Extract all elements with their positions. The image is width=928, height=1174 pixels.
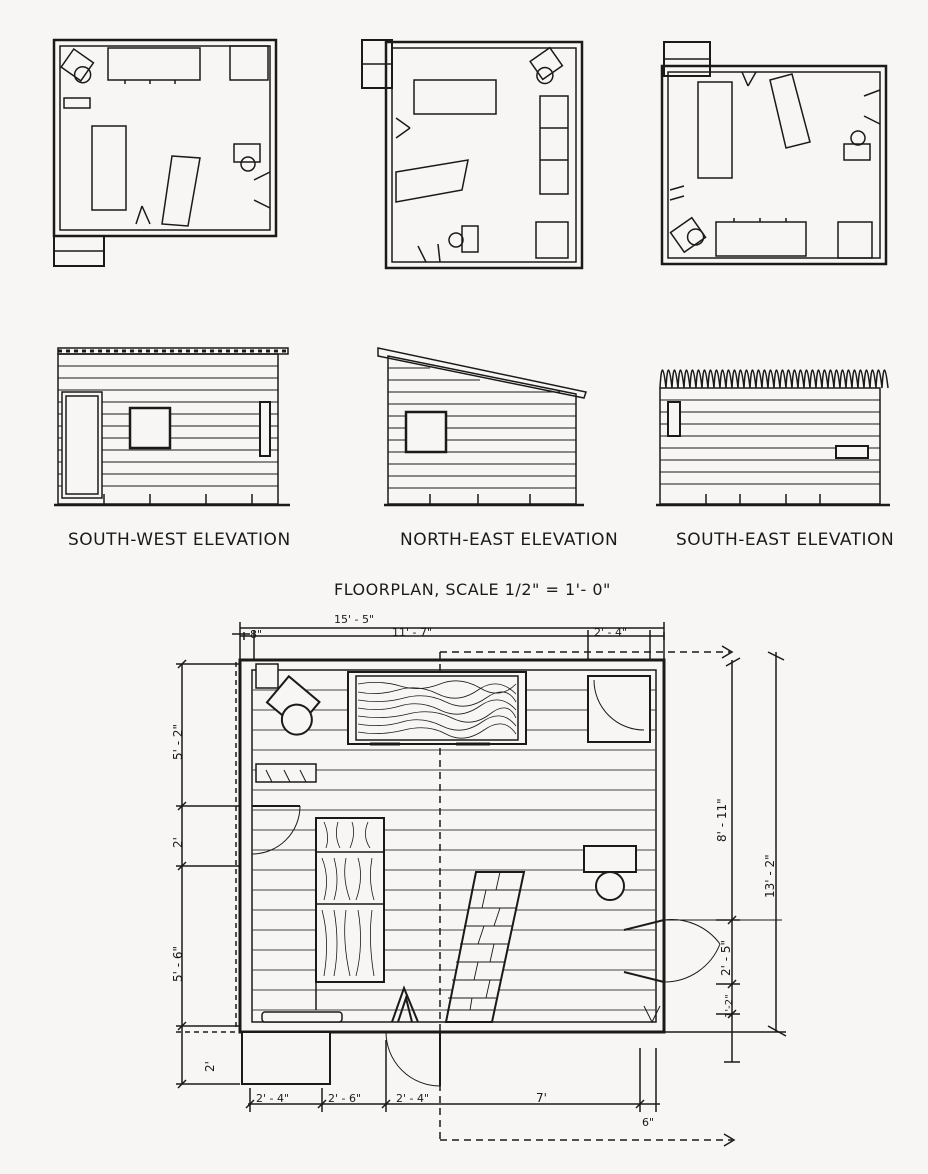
- plan-view-northeast: [362, 40, 582, 268]
- dim-overall-width: 15' - 5": [334, 613, 375, 626]
- floorplan: [176, 622, 786, 1146]
- label-north-east-elevation: NORTH-EAST ELEVATION: [400, 530, 619, 550]
- elevation-southeast: [656, 370, 890, 505]
- dim-left-lower: 5' - 6": [171, 945, 185, 982]
- dim-inner-width: 11' - 7": [392, 626, 433, 639]
- plan-view-southwest: [54, 40, 276, 266]
- dim-right-door: 2' - 5": [719, 939, 733, 976]
- dim-right-inner: 8' - 11": [715, 798, 729, 842]
- floorplan-title: FLOORPLAN, SCALE 1/2" = 1'- 0": [334, 580, 611, 599]
- dim-bottom-5: 6": [642, 1116, 655, 1129]
- dim-bottom-1: 2' - 4": [256, 1092, 290, 1105]
- dim-left-upper: 5' - 2": [171, 723, 185, 760]
- dim-bottom-2: 2' - 6": [328, 1092, 362, 1105]
- dim-bottom-4: 7': [536, 1091, 547, 1105]
- dim-wall-left: 8": [250, 628, 263, 641]
- elevation-southwest: [54, 348, 290, 505]
- dim-left-step: 2': [203, 1061, 217, 1072]
- dim-left-mid: 2': [171, 837, 185, 848]
- label-south-west-elevation: SOUTH-WEST ELEVATION: [68, 530, 291, 550]
- dim-bottom-3: 2' - 4": [396, 1092, 430, 1105]
- elevation-northeast: [378, 348, 586, 505]
- plan-view-southeast: [662, 42, 886, 264]
- dim-door-width-top: 2' - 4": [594, 626, 628, 639]
- dim-right-small: 1'-2": [724, 994, 735, 1018]
- dim-right-outer: 13' - 2": [763, 854, 777, 898]
- label-south-east-elevation: SOUTH-EAST ELEVATION: [676, 530, 895, 550]
